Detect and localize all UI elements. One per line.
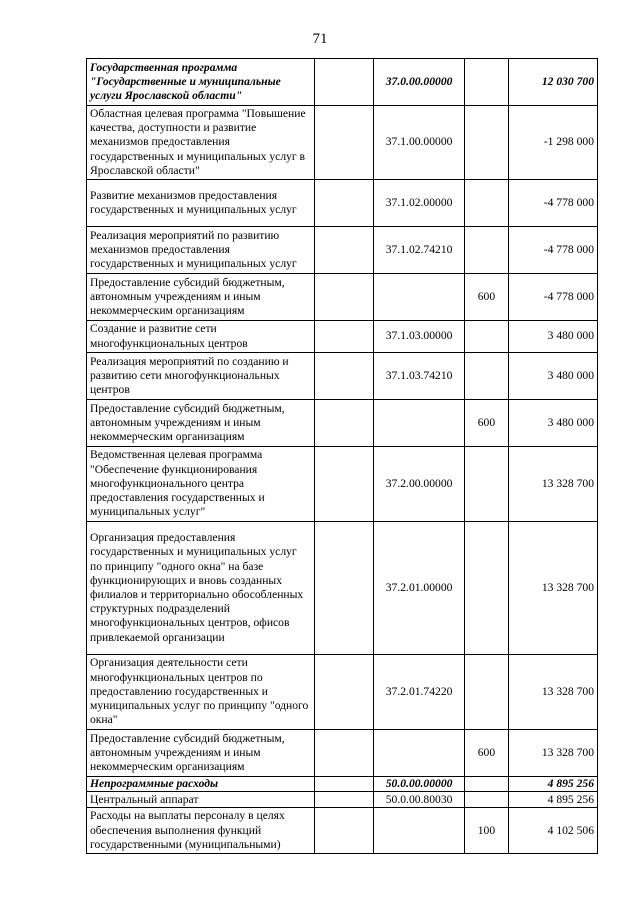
row-name-cell: Предоставление субсидий бюджетным, автономным учреждениям и иным некоммерческим организациям bbox=[87, 400, 315, 447]
row-amount-cell: -4 778 000 bbox=[508, 274, 597, 321]
row-name-cell: Организация деятельности сети многофункциональных центров по предоставлению государственных и муниципальных услуг по принципу "одного окна" bbox=[87, 655, 315, 730]
row-expense-type-cell bbox=[465, 106, 508, 180]
row-expense-type-cell bbox=[465, 321, 508, 353]
row-name-cell: Реализация мероприятий по созданию и развитию сети многофункциональных центров bbox=[87, 353, 315, 400]
row-expense-type-cell bbox=[465, 180, 508, 227]
row-name-cell: Предоставление субсидий бюджетным, автономным учреждениям и иным некоммерческим организациям bbox=[87, 274, 315, 321]
row-code-cell bbox=[373, 274, 465, 321]
row-empty-cell bbox=[315, 792, 374, 808]
row-amount-cell: 13 328 700 bbox=[508, 655, 597, 730]
row-empty-cell bbox=[315, 321, 374, 353]
row-amount-cell: 4 895 256 bbox=[508, 792, 597, 808]
row-expense-type-cell bbox=[465, 522, 508, 655]
table-row bbox=[87, 180, 598, 227]
row-name-cell: Государственная программа "Государственные и муниципальные услуги Ярославской области" bbox=[87, 59, 315, 106]
row-empty-cell bbox=[315, 274, 374, 321]
row-amount-cell: 13 328 700 bbox=[508, 447, 597, 522]
budget-table bbox=[86, 58, 598, 854]
row-empty-cell bbox=[315, 353, 374, 400]
row-amount-cell: 3 480 000 bbox=[508, 321, 597, 353]
table-row bbox=[87, 400, 598, 447]
table-row bbox=[87, 353, 598, 400]
row-empty-cell bbox=[315, 522, 374, 655]
page-number: 71 bbox=[312, 31, 328, 47]
row-empty-cell bbox=[315, 655, 374, 730]
row-expense-type-cell bbox=[465, 777, 508, 792]
table-row bbox=[87, 792, 598, 808]
row-name-cell: Реализация мероприятий по развитию механизмов предоставления государственных и муниципальных услуг bbox=[87, 227, 315, 274]
row-expense-type-cell: 600 bbox=[465, 730, 508, 777]
row-amount-cell: 4 102 506 bbox=[508, 808, 597, 854]
row-amount-cell: 3 480 000 bbox=[508, 400, 597, 447]
row-expense-type-cell: 600 bbox=[465, 400, 508, 447]
row-empty-cell bbox=[315, 400, 374, 447]
table-row bbox=[87, 106, 598, 180]
table-row bbox=[87, 59, 598, 106]
table-row bbox=[87, 730, 598, 777]
row-expense-type-cell: 600 bbox=[465, 274, 508, 321]
budget-table-body bbox=[87, 59, 598, 854]
row-name-cell: Областная целевая программа "Повышение качества, доступности и развитие механизмов предоставления государственных и муниципальных услуг в Ярославской области" bbox=[87, 106, 315, 180]
row-code-cell: 37.1.02.74210 bbox=[373, 227, 465, 274]
row-code-cell: 37.2.01.00000 bbox=[373, 522, 465, 655]
table-row bbox=[87, 522, 598, 655]
row-code-cell: 50.0.00.00000 bbox=[373, 777, 465, 792]
row-empty-cell bbox=[315, 808, 374, 854]
table-row bbox=[87, 808, 598, 854]
row-amount-cell: 12 030 700 bbox=[508, 59, 597, 106]
row-code-cell: 37.1.02.00000 bbox=[373, 180, 465, 227]
table-row bbox=[87, 447, 598, 522]
table-row bbox=[87, 655, 598, 730]
row-name-cell: Создание и развитие сети многофункциональных центров bbox=[87, 321, 315, 353]
row-expense-type-cell bbox=[465, 447, 508, 522]
row-code-cell: 50.0.00.80030 bbox=[373, 792, 465, 808]
row-code-cell bbox=[373, 808, 465, 854]
row-empty-cell bbox=[315, 180, 374, 227]
row-code-cell: 37.2.00.00000 bbox=[373, 447, 465, 522]
row-amount-cell: -1 298 000 bbox=[508, 106, 597, 180]
row-code-cell: 37.0.00.00000 bbox=[373, 59, 465, 106]
table-row bbox=[87, 777, 598, 792]
row-expense-type-cell bbox=[465, 59, 508, 106]
row-code-cell: 37.1.03.74210 bbox=[373, 353, 465, 400]
row-expense-type-cell bbox=[465, 353, 508, 400]
row-amount-cell: 13 328 700 bbox=[508, 730, 597, 777]
table-row bbox=[87, 274, 598, 321]
row-amount-cell: 3 480 000 bbox=[508, 353, 597, 400]
row-amount-cell: 4 895 256 bbox=[508, 777, 597, 792]
row-empty-cell bbox=[315, 59, 374, 106]
row-expense-type-cell bbox=[465, 227, 508, 274]
row-expense-type-cell bbox=[465, 792, 508, 808]
row-empty-cell bbox=[315, 777, 374, 792]
row-amount-cell: -4 778 000 bbox=[508, 227, 597, 274]
row-name-cell: Организация предоставления государственных и муниципальных услуг по принципу "одного окна" на базе функционирующих и вновь созданных филиалов и территориально обособленных структурных подразделений многофункциональных центров, офисов привлекаемой организации bbox=[87, 522, 315, 655]
row-empty-cell bbox=[315, 106, 374, 180]
row-amount-cell: -4 778 000 bbox=[508, 180, 597, 227]
table-row bbox=[87, 321, 598, 353]
row-name-cell: Предоставление субсидий бюджетным, автономным учреждениям и иным некоммерческим организациям bbox=[87, 730, 315, 777]
row-name-cell: Развитие механизмов предоставления государственных и муниципальных услуг bbox=[87, 180, 315, 227]
row-expense-type-cell: 100 bbox=[465, 808, 508, 854]
row-code-cell bbox=[373, 730, 465, 777]
row-empty-cell bbox=[315, 730, 374, 777]
row-amount-cell: 13 328 700 bbox=[508, 522, 597, 655]
row-name-cell: Расходы на выплаты персоналу в целях обеспечения выполнения функций государственными (муниципальными) bbox=[87, 808, 315, 854]
row-empty-cell bbox=[315, 227, 374, 274]
row-expense-type-cell bbox=[465, 655, 508, 730]
row-code-cell: 37.2.01.74220 bbox=[373, 655, 465, 730]
row-code-cell bbox=[373, 400, 465, 447]
row-code-cell: 37.1.00.00000 bbox=[373, 106, 465, 180]
row-name-cell: Ведомственная целевая программа "Обеспечение функционирования многофункционального центра предоставления государственных и муниципальных услуг" bbox=[87, 447, 315, 522]
row-name-cell: Центральный аппарат bbox=[87, 792, 315, 808]
row-code-cell: 37.1.03.00000 bbox=[373, 321, 465, 353]
table-row bbox=[87, 227, 598, 274]
row-empty-cell bbox=[315, 447, 374, 522]
row-name-cell: Непрограммные расходы bbox=[87, 777, 315, 792]
